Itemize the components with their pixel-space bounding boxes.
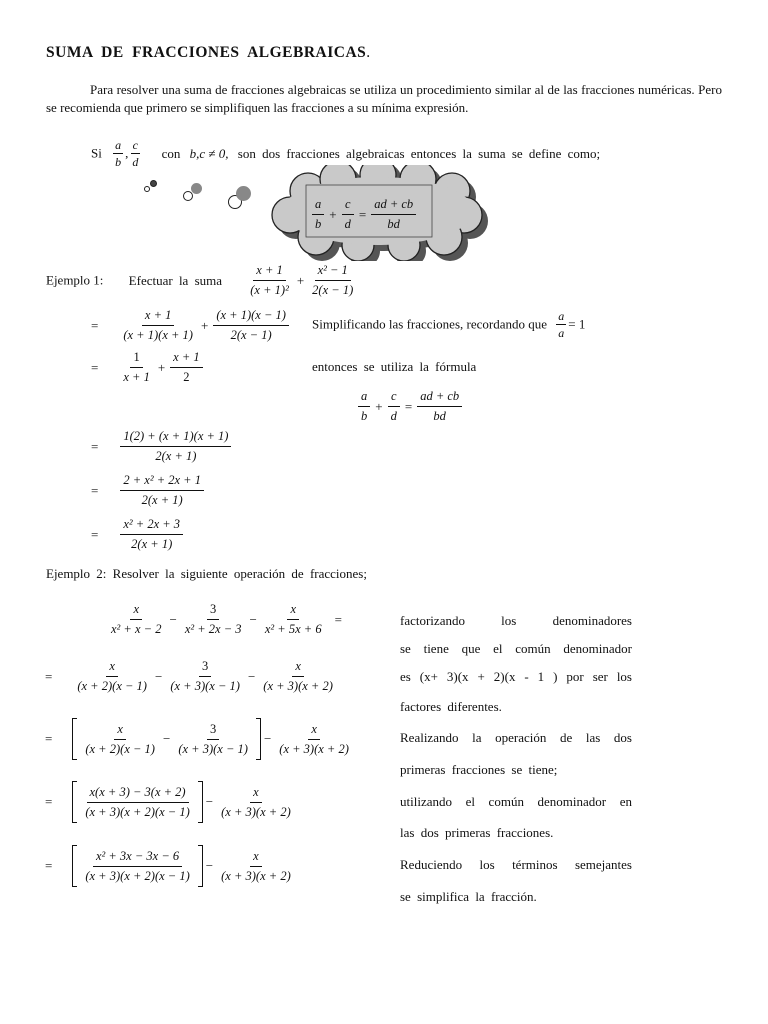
example-2-note: primeras fracciones se tiene; <box>400 762 558 777</box>
page-title: SUMA DE FRACCIONES ALGEBRAICAS. <box>46 44 371 61</box>
intro-paragraph: Para resolver una suma de fracciones algebraicas se utiliza un procedimiento similar al de las fracciones numéricas. Pero se recomienda que primero se simplifiquen las fracciones a su mínima expresión. <box>46 82 722 116</box>
sum-formula: $\frac{a}{b}$ + $\frac{c}{d}$ = $\frac{ad + cb}{bd}$ <box>310 196 418 233</box>
example-1-header: Ejemplo 1: Efectuar la suma $\frac{x + 1}{\text{(x + 1)²}}$ + $\frac{\text{x² − 1}}{2(x - 1)}$ <box>46 263 354 297</box>
example-1-note-1: Simplificando las fracciones, recordando que $\frac{a}{a}$ = 1 <box>312 309 586 340</box>
example-2-note: se tiene que el común denominador <box>400 641 632 656</box>
example-1-step-2: = $\frac{1}{x + 1}$ + $\frac{x + 1}{2}$ <box>88 349 205 386</box>
example-2-note: es (x+ 3)(x + 2)(x - 1 ) por ser los <box>400 669 632 684</box>
example-2-note: se simplifica la fracción. <box>400 889 537 904</box>
example-1-step-3: = $\frac{1(2) + (x + 1)(x + 1)}{2(x + 1)}$ <box>88 428 233 465</box>
example-1-step-5: = $\frac{\text{x² + 2x + 3}}{2(x + 1)}$ <box>88 516 185 553</box>
thought-bubble-small <box>150 180 157 187</box>
example-2-note: utilizando el común denominador en <box>400 794 632 809</box>
example-2-row-2: = $\frac{x}{(x + 2)(x - 1)}$ − $\frac{3}{(x + 3)(x - 1)}$ − $\frac{x}{(x + 3)(x + 2)}$ <box>42 718 354 760</box>
example-2-row-4: = $\frac{\text{x² + 3x − 3x − 6}}{(x + 3)(x + 2)(x - 1)}$ − $\frac{x}{(x + 3)(x + 2)}$ <box>42 845 296 887</box>
example-2-note: Realizando la operación de las dos <box>400 730 632 745</box>
example-2-row-1: = $\frac{x}{(x + 2)(x - 1)}$ − $\frac{3}{(x + 3)(x - 1)}$ − $\frac{x}{(x + 3)(x + 2)}$ <box>45 659 333 693</box>
example-2-note: factorizando los denominadores <box>400 613 632 628</box>
example-2-row-3: = $\frac{x(x + 3) - 3(x + 2)}{(x + 3)(x + 2)(x - 1)}$ − $\frac{x}{(x + 3)(x + 2)}$ <box>42 781 296 823</box>
example-1-step-1: = $\frac{x + 1}{(x + 1)(x + 1)}$ + $\frac{(x + 1)(x - 1)}{2(x - 1)}$ <box>88 307 291 344</box>
example-2-note: Reduciendo los términos semejantes <box>400 857 632 872</box>
thought-bubble-large <box>236 186 251 201</box>
example-2-note: las dos primeras fracciones. <box>400 825 554 840</box>
thought-bubble-medium <box>191 183 202 194</box>
example-2-row-0: $\frac{x}{\text{x² + x − 2}}$ − $\frac{3}{\text{x² + 2x − 3}}$ − $\frac{x}{\text{x² + 5x + 6}}$ = <box>111 602 342 636</box>
example-2-header: Ejemplo 2: Resolver la siguiente operación de fracciones; <box>46 566 367 581</box>
thought-bubble-small <box>144 186 150 192</box>
definition-line: Si $\frac{a}{b}$ , $\frac{c}{d}$ con b,c ≠ 0, son dos fracciones algebraicas entonces la suma se define como; <box>91 138 601 169</box>
example-1-step-4: = $\frac{\text{2 + x² + 2x + 1}}{2(x + 1)}$ <box>88 472 206 509</box>
example-2-note: factores diferentes. <box>400 699 502 714</box>
example-1-formula: $\frac{a}{b}$ + $\frac{c}{d}$ = $\frac{ad + cb}{bd}$ <box>356 388 464 425</box>
example-1-note-2: entonces se utiliza la fórmula <box>312 359 477 374</box>
thought-bubble-medium <box>183 191 193 201</box>
